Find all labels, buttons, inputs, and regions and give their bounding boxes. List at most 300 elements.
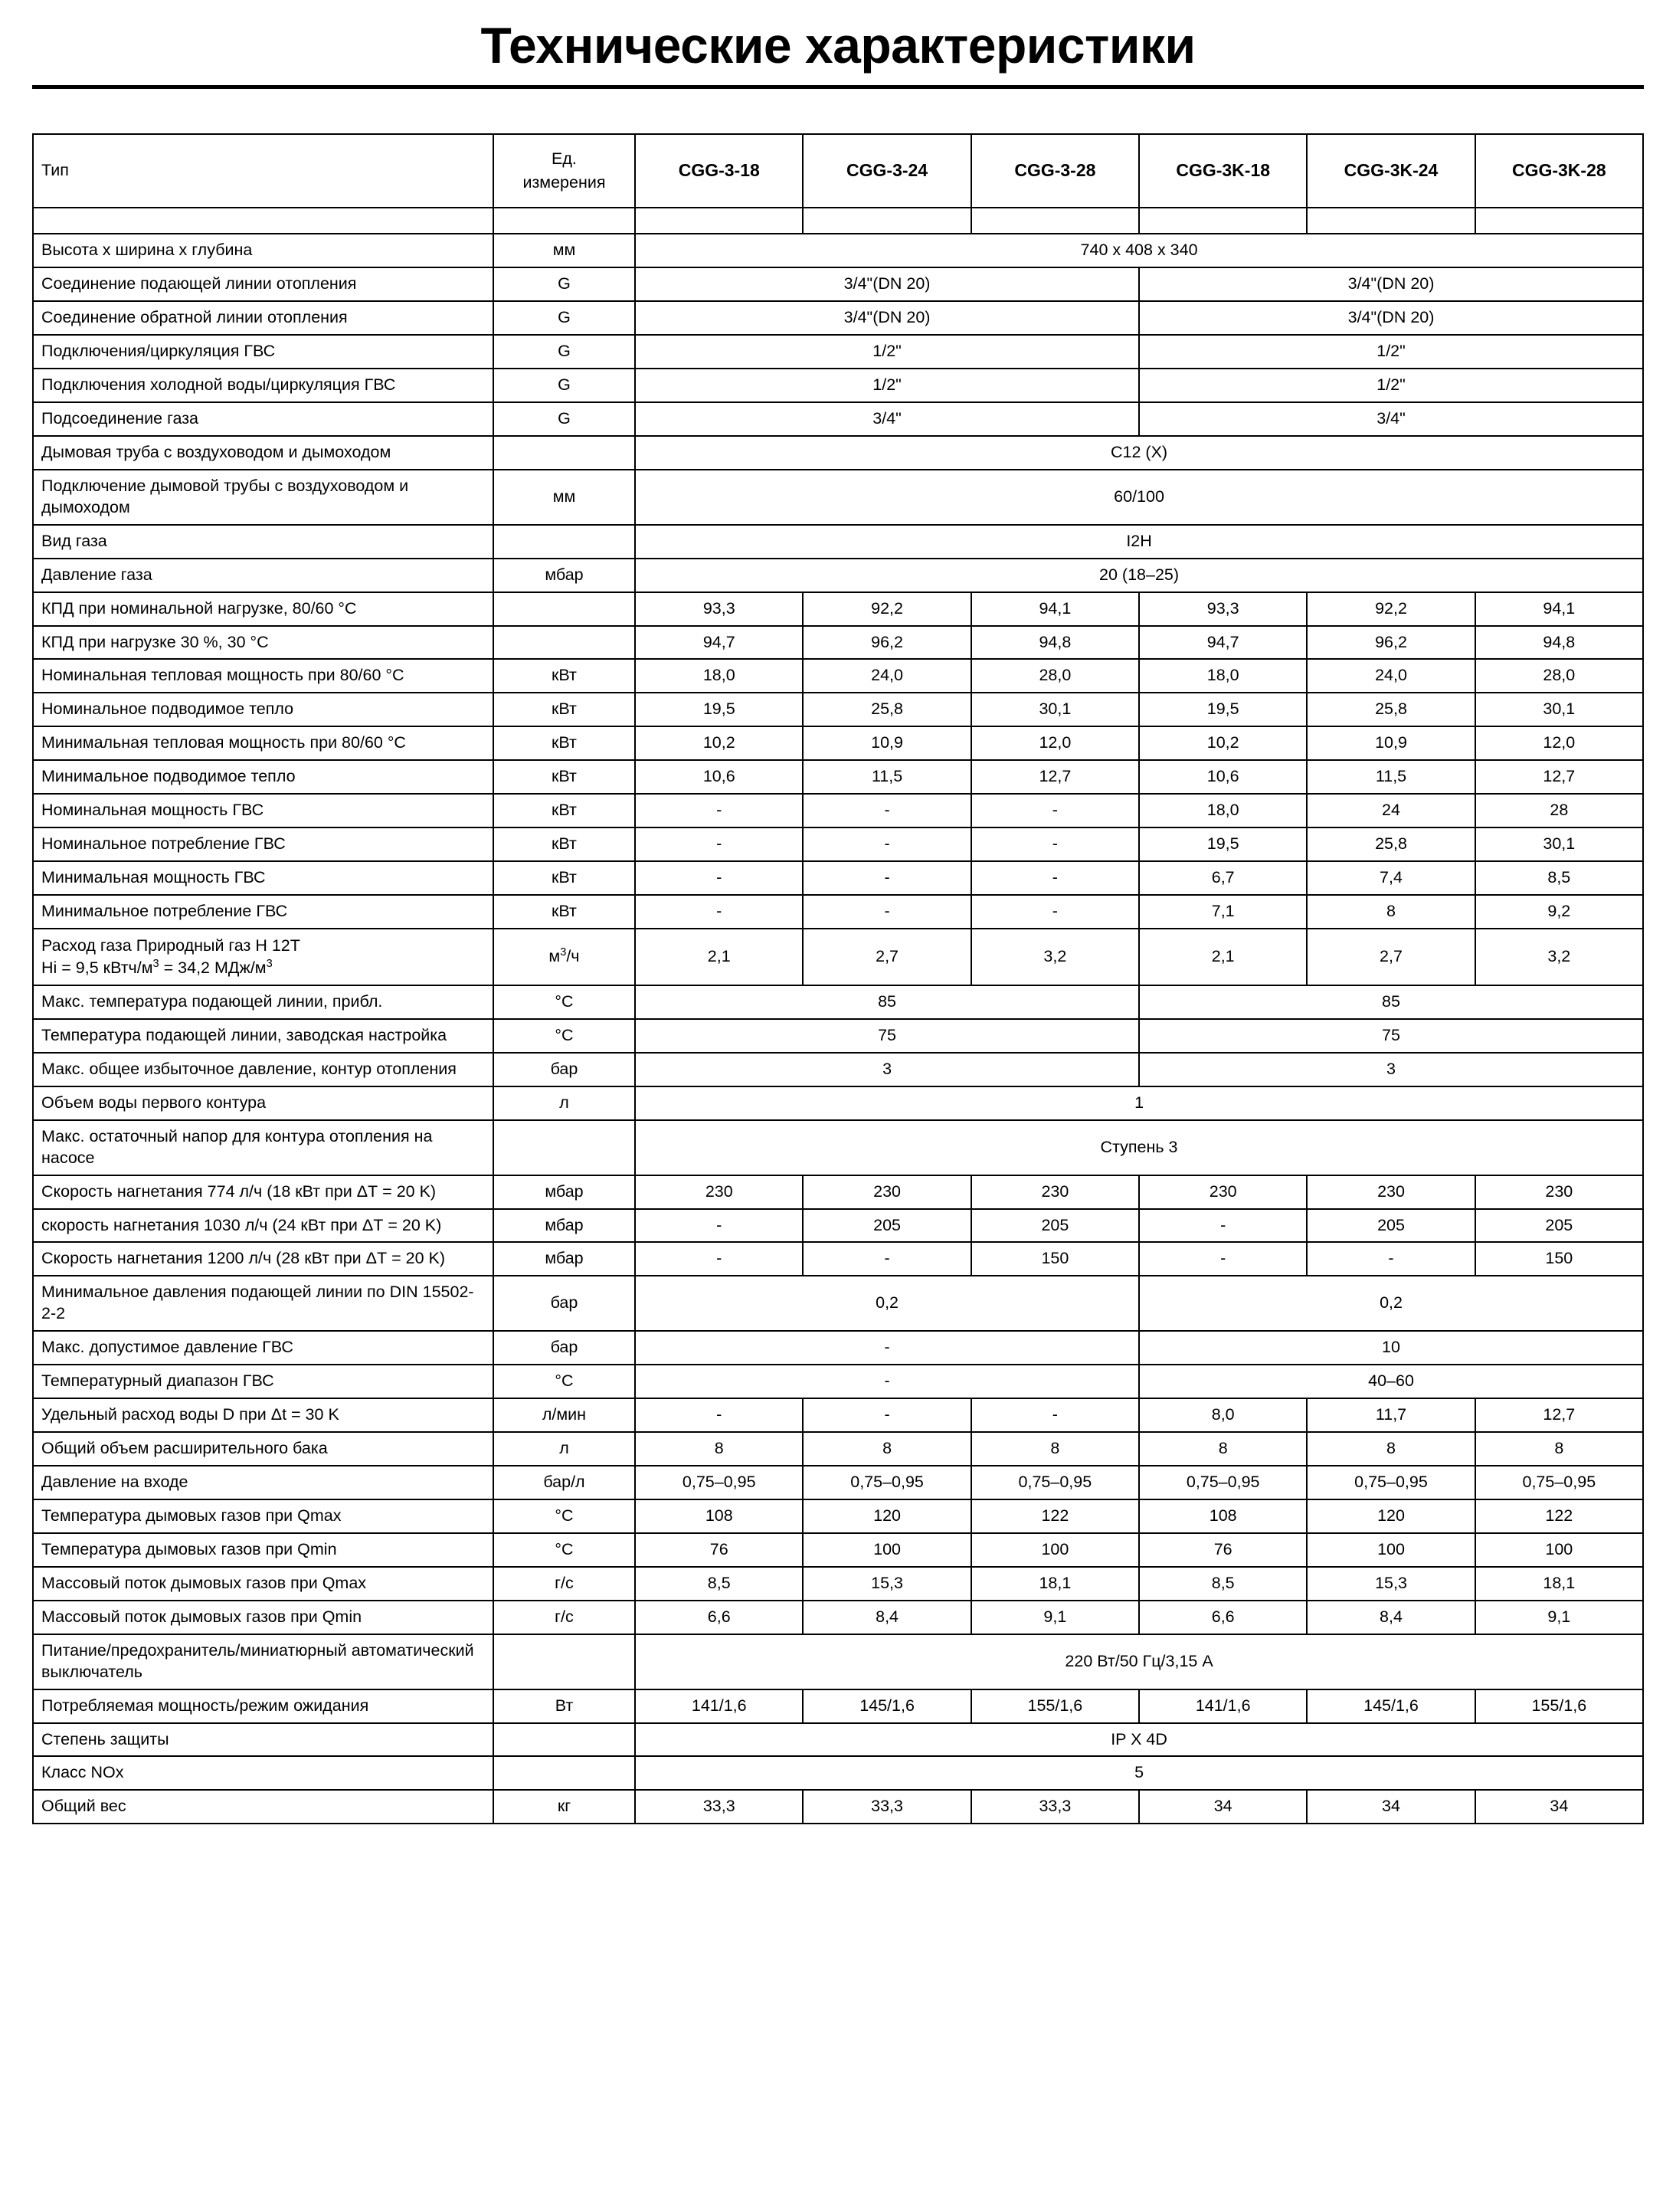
row-value-5: 30,1 [1475,827,1643,861]
row-value-0: - [635,827,803,861]
table-row [33,1019,1643,1053]
row-unit: G [493,335,635,369]
row-value-2: 33,3 [971,1790,1139,1824]
row-label: Температура подающей линии, заводская настройка [33,1019,493,1053]
table-row [33,1175,1643,1209]
row-value-1: 92,2 [803,592,971,626]
row-unit: л [493,1086,635,1120]
row-unit: г/с [493,1567,635,1601]
row-value-5: 94,8 [1475,626,1643,660]
row-value-3: 2,1 [1139,929,1307,985]
row-label: Массовый поток дымовых газов при Qmax [33,1567,493,1601]
row-value-2: 100 [971,1533,1139,1567]
row-unit: G [493,267,635,301]
table-row [33,1242,1643,1276]
row-label: Дымовая труба с воздуховодом и дымоходом [33,436,493,470]
row-value-group-1: 75 [1139,1019,1643,1053]
row-unit: кВт [493,693,635,726]
row-unit: мбар [493,1175,635,1209]
row-unit [493,626,635,660]
table-row [33,1086,1643,1120]
table-row [33,794,1643,827]
row-value-2: 8 [971,1432,1139,1466]
row-value-1: 0,75–0,95 [803,1466,971,1499]
row-label: Класс NOx [33,1756,493,1790]
table-row [33,726,1643,760]
table-row [33,659,1643,693]
row-value-2: - [971,895,1139,929]
table-row [33,626,1643,660]
row-value-4: 7,4 [1307,861,1475,895]
row-value-group-0: - [635,1365,1139,1398]
row-value-3: 108 [1139,1499,1307,1533]
row-label: Удельный расход воды D при Δt = 30 K [33,1398,493,1432]
row-value-3: 34 [1139,1790,1307,1824]
row-value-3: 18,0 [1139,659,1307,693]
spacer-cell-5 [1475,208,1643,234]
row-value-4: 120 [1307,1499,1475,1533]
row-unit: бар [493,1053,635,1086]
row-value-0: - [635,1398,803,1432]
row-label: Питание/предохранитель/миниатюрный автоматический выключатель [33,1634,493,1689]
header-cell-model-2: CGG-3-28 [971,134,1139,208]
row-label: Номинальное потребление ГВС [33,827,493,861]
table-row [33,1398,1643,1432]
row-value-all: I2H [635,525,1643,559]
row-value-2: 9,1 [971,1601,1139,1634]
row-value-5: 18,1 [1475,1567,1643,1601]
row-value-all: 60/100 [635,470,1643,525]
row-value-5: 8 [1475,1432,1643,1466]
row-label: Минимальная мощность ГВС [33,861,493,895]
row-value-4: 92,2 [1307,592,1475,626]
row-value-1: 25,8 [803,693,971,726]
row-value-3: 8,5 [1139,1567,1307,1601]
row-value-0: 10,2 [635,726,803,760]
row-value-group-0: 85 [635,985,1139,1019]
row-label: Скорость нагнетания 1200 л/ч (28 кВт при ΔТ = 20 K) [33,1242,493,1276]
row-value-0: 0,75–0,95 [635,1466,803,1499]
title-divider [32,85,1644,89]
row-value-group-1: 3/4"(DN 20) [1139,267,1643,301]
header-cell-model-5: CGG-3K-28 [1475,134,1643,208]
table-row [33,827,1643,861]
row-value-4: 25,8 [1307,693,1475,726]
table-row [33,1276,1643,1331]
row-value-3: 94,7 [1139,626,1307,660]
technical-specifications-table [32,133,1644,1824]
row-value-1: - [803,1398,971,1432]
spacer-cell-label [33,208,493,234]
row-label: Номинальная мощность ГВС [33,794,493,827]
row-value-3: 93,3 [1139,592,1307,626]
row-value-3: 8 [1139,1432,1307,1466]
row-value-1: 11,5 [803,760,971,794]
spacer-cell-unit [493,208,635,234]
row-value-group-1: 40–60 [1139,1365,1643,1398]
header-cell-type: Тип [33,134,493,208]
row-value-3: 0,75–0,95 [1139,1466,1307,1499]
row-value-4: 100 [1307,1533,1475,1567]
row-unit: G [493,301,635,335]
table-row [33,369,1643,402]
row-value-1: - [803,827,971,861]
header-cell-model-3: CGG-3K-18 [1139,134,1307,208]
row-value-group-0: 1/2" [635,335,1139,369]
row-value-group-0: - [635,1331,1139,1365]
row-unit: бар/л [493,1466,635,1499]
row-value-all: 20 (18–25) [635,559,1643,592]
row-unit: кг [493,1790,635,1824]
table-row [33,1634,1643,1689]
spacer-cell-3 [1139,208,1307,234]
spacer-cell-1 [803,208,971,234]
row-value-4: 8 [1307,895,1475,929]
row-value-1: - [803,1242,971,1276]
row-value-4: 8,4 [1307,1601,1475,1634]
row-value-5: 12,7 [1475,1398,1643,1432]
row-unit: кВт [493,659,635,693]
header-unit-line2: измерения [522,173,606,192]
spacer-cell-2 [971,208,1139,234]
row-unit: г/с [493,1601,635,1634]
table-row [33,267,1643,301]
row-value-5: 28 [1475,794,1643,827]
row-value-4: 11,5 [1307,760,1475,794]
table-row [33,1723,1643,1757]
row-value-3: 6,7 [1139,861,1307,895]
row-value-group-0: 3/4"(DN 20) [635,301,1139,335]
row-unit: кВт [493,726,635,760]
row-value-2: 28,0 [971,659,1139,693]
row-value-4: - [1307,1242,1475,1276]
row-value-0: 6,6 [635,1601,803,1634]
header-cell-model-0: CGG-3-18 [635,134,803,208]
row-value-4: 34 [1307,1790,1475,1824]
row-value-0: 108 [635,1499,803,1533]
table-row [33,402,1643,436]
table-row [33,1120,1643,1175]
row-label: Минимальное давления подающей линии по DIN 15502-2-2 [33,1276,493,1331]
row-value-group-0: 3 [635,1053,1139,1086]
row-label: Макс. остаточный напор для контура отопления на насосе [33,1120,493,1175]
row-unit: G [493,369,635,402]
row-value-5: 205 [1475,1209,1643,1243]
row-value-5: 30,1 [1475,693,1643,726]
row-value-5: 122 [1475,1499,1643,1533]
row-value-all: 740 x 408 x 340 [635,234,1643,267]
row-value-0: 76 [635,1533,803,1567]
row-label: Номинальное подводимое тепло [33,693,493,726]
row-value-1: 230 [803,1175,971,1209]
row-value-group-1: 3/4" [1139,402,1643,436]
table-row [33,234,1643,267]
row-value-group-0: 75 [635,1019,1139,1053]
row-label: Давление газа [33,559,493,592]
row-value-4: 25,8 [1307,827,1475,861]
row-unit: Вт [493,1689,635,1723]
row-label: Минимальная тепловая мощность при 80/60 °C [33,726,493,760]
row-value-5: 28,0 [1475,659,1643,693]
table-row [33,760,1643,794]
row-value-1: 2,7 [803,929,971,985]
table-row [33,1601,1643,1634]
row-value-all: 5 [635,1756,1643,1790]
row-label: Высота x ширина x глубина [33,234,493,267]
row-unit: $м^3/ч$ [493,929,635,985]
row-value-0: - [635,1242,803,1276]
table-row [33,985,1643,1019]
row-value-all: C12 (X) [635,436,1643,470]
row-value-5: 230 [1475,1175,1643,1209]
row-unit [493,1634,635,1689]
row-value-5: 9,2 [1475,895,1643,929]
row-value-3: 18,0 [1139,794,1307,827]
row-value-group-0: 3/4" [635,402,1139,436]
row-value-group-0: 1/2" [635,369,1139,402]
row-value-1: 10,9 [803,726,971,760]
row-value-0: 2,1 [635,929,803,985]
table-row [33,1499,1643,1533]
row-value-3: 10,2 [1139,726,1307,760]
row-value-1: 8,4 [803,1601,971,1634]
row-value-0: 141/1,6 [635,1689,803,1723]
row-value-3: 8,0 [1139,1398,1307,1432]
row-value-group-1: 1/2" [1139,369,1643,402]
row-value-4: 10,9 [1307,726,1475,760]
table-row [33,1331,1643,1365]
row-label: Давление на входе [33,1466,493,1499]
row-label: Подсоединение газа [33,402,493,436]
row-label: Вид газа [33,525,493,559]
table-row [33,693,1643,726]
table-row [33,1209,1643,1243]
row-label: Температура дымовых газов при Qmax [33,1499,493,1533]
row-value-5: 100 [1475,1533,1643,1567]
row-value-0: - [635,895,803,929]
row-label: Подключение дымовой трубы с воздуховодом и дымоходом [33,470,493,525]
row-unit: °C [493,1019,635,1053]
row-value-3: 230 [1139,1175,1307,1209]
table-row [33,1053,1643,1086]
table-row [33,1790,1643,1824]
row-label: Минимальное потребление ГВС [33,895,493,929]
row-value-1: - [803,895,971,929]
row-value-2: 230 [971,1175,1139,1209]
row-value-all: 220 Вт/50 Гц/3,15 A [635,1634,1643,1689]
table-row [33,1756,1643,1790]
row-value-0: - [635,794,803,827]
row-value-2: - [971,861,1139,895]
row-value-3: 10,6 [1139,760,1307,794]
row-value-2: - [971,1398,1139,1432]
row-value-0: 94,7 [635,626,803,660]
row-value-4: 0,75–0,95 [1307,1466,1475,1499]
row-value-3: 19,5 [1139,827,1307,861]
row-value-all: Ступень 3 [635,1120,1643,1175]
row-value-2: 155/1,6 [971,1689,1139,1723]
row-value-3: 7,1 [1139,895,1307,929]
row-unit: °C [493,1533,635,1567]
row-value-2: 0,75–0,95 [971,1466,1139,1499]
row-label: Температурный диапазон ГВС [33,1365,493,1398]
row-unit: мбар [493,1242,635,1276]
row-value-all: IP X 4D [635,1723,1643,1757]
row-value-3: - [1139,1242,1307,1276]
row-label: Общий вес [33,1790,493,1824]
table-row [33,1432,1643,1466]
header-unit-line1: Ед. [552,149,577,169]
table-row [33,436,1643,470]
row-unit [493,1723,635,1757]
row-unit: °C [493,1365,635,1398]
row-value-1: 15,3 [803,1567,971,1601]
row-value-0: 33,3 [635,1790,803,1824]
row-value-4: 205 [1307,1209,1475,1243]
header-cell-unit [493,134,635,208]
row-label: Массовый поток дымовых газов при Qmin [33,1601,493,1634]
row-value-0: - [635,861,803,895]
row-label: Общий объем расширительного бака [33,1432,493,1466]
row-unit: кВт [493,760,635,794]
row-value-1: - [803,861,971,895]
row-unit: бар [493,1276,635,1331]
row-unit: мм [493,470,635,525]
table-row [33,559,1643,592]
row-value-0: 18,0 [635,659,803,693]
row-value-2: 94,1 [971,592,1139,626]
row-unit [493,1756,635,1790]
row-value-4: 24 [1307,794,1475,827]
row-unit: кВт [493,794,635,827]
row-value-4: 145/1,6 [1307,1689,1475,1723]
table-body [33,208,1643,1824]
table-row [33,929,1643,985]
spacer-cell-0 [635,208,803,234]
row-value-group-1: 0,2 [1139,1276,1643,1331]
row-label: Подключения холодной воды/циркуляция ГВС [33,369,493,402]
row-unit: кВт [493,861,635,895]
header-spacer-row [33,208,1643,234]
header-cell-model-1: CGG-3-24 [803,134,971,208]
row-value-4: 24,0 [1307,659,1475,693]
row-value-3: 19,5 [1139,693,1307,726]
row-value-5: 0,75–0,95 [1475,1466,1643,1499]
row-unit [493,1120,635,1175]
row-value-group-0: 0,2 [635,1276,1139,1331]
row-value-5: 12,0 [1475,726,1643,760]
row-value-0: - [635,1209,803,1243]
table-row [33,1689,1643,1723]
row-value-2: 122 [971,1499,1139,1533]
table-row [33,1567,1643,1601]
spacer-cell-4 [1307,208,1475,234]
row-label: Расход газа Природный газ H 12T Hi = 9,5 кВтч/$м^3 = 34,2$ МДж/$м^3$ [33,929,493,985]
row-value-1: 24,0 [803,659,971,693]
row-value-2: 30,1 [971,693,1139,726]
row-value-group-0: 3/4"(DN 20) [635,267,1139,301]
row-label: Температура дымовых газов при Qmin [33,1533,493,1567]
row-value-1: 120 [803,1499,971,1533]
row-value-0: 8,5 [635,1567,803,1601]
row-value-1: 33,3 [803,1790,971,1824]
row-unit: мм [493,234,635,267]
row-value-group-1: 10 [1139,1331,1643,1365]
row-value-2: 205 [971,1209,1139,1243]
row-label: Макс. допустимое давление ГВС [33,1331,493,1365]
row-value-group-1: 3/4"(DN 20) [1139,301,1643,335]
row-label: Потребляемая мощность/режим ожидания [33,1689,493,1723]
table-row [33,525,1643,559]
row-unit [493,592,635,626]
row-label: КПД при номинальной нагрузке, 80/60 °C [33,592,493,626]
row-value-all: 1 [635,1086,1643,1120]
row-value-0: 93,3 [635,592,803,626]
row-value-1: 100 [803,1533,971,1567]
row-label: Макс. температура подающей линии, прибл. [33,985,493,1019]
row-label: КПД при нагрузке 30 %, 30 °C [33,626,493,660]
row-value-5: 8,5 [1475,861,1643,895]
row-value-4: 96,2 [1307,626,1475,660]
table-row [33,861,1643,895]
table-row [33,895,1643,929]
row-value-0: 8 [635,1432,803,1466]
row-value-2: 150 [971,1242,1139,1276]
row-unit: G [493,402,635,436]
row-value-1: 205 [803,1209,971,1243]
row-value-3: 76 [1139,1533,1307,1567]
row-value-3: 6,6 [1139,1601,1307,1634]
row-unit: мбар [493,1209,635,1243]
row-value-2: - [971,794,1139,827]
row-value-2: 12,7 [971,760,1139,794]
row-value-1: 8 [803,1432,971,1466]
row-label: Соединение подающей линии отопления [33,267,493,301]
table-row [33,1533,1643,1567]
row-unit: л/мин [493,1398,635,1432]
row-value-4: 8 [1307,1432,1475,1466]
table-row [33,301,1643,335]
row-value-5: 150 [1475,1242,1643,1276]
row-value-0: 230 [635,1175,803,1209]
row-unit: мбар [493,559,635,592]
row-label: Макс. общее избыточное давление, контур отопления [33,1053,493,1086]
table-header [33,134,1643,208]
row-label: Скорость нагнетания 774 л/ч (18 кВт при ΔТ = 20 K) [33,1175,493,1209]
row-value-3: 141/1,6 [1139,1689,1307,1723]
table-row [33,335,1643,369]
row-value-2: 3,2 [971,929,1139,985]
row-unit [493,525,635,559]
row-label: Номинальная тепловая мощность при 80/60 °C [33,659,493,693]
row-value-3: - [1139,1209,1307,1243]
row-value-0: 19,5 [635,693,803,726]
row-value-0: 10,6 [635,760,803,794]
row-value-2: 12,0 [971,726,1139,760]
row-value-5: 9,1 [1475,1601,1643,1634]
row-unit: °C [493,1499,635,1533]
row-unit: л [493,1432,635,1466]
table-row [33,1466,1643,1499]
row-value-5: 12,7 [1475,760,1643,794]
row-label: Подключения/циркуляция ГВС [33,335,493,369]
row-value-5: 34 [1475,1790,1643,1824]
row-value-4: 11,7 [1307,1398,1475,1432]
header-cell-model-4: CGG-3K-24 [1307,134,1475,208]
row-value-2: 94,8 [971,626,1139,660]
row-value-4: 230 [1307,1175,1475,1209]
row-value-5: 155/1,6 [1475,1689,1643,1723]
